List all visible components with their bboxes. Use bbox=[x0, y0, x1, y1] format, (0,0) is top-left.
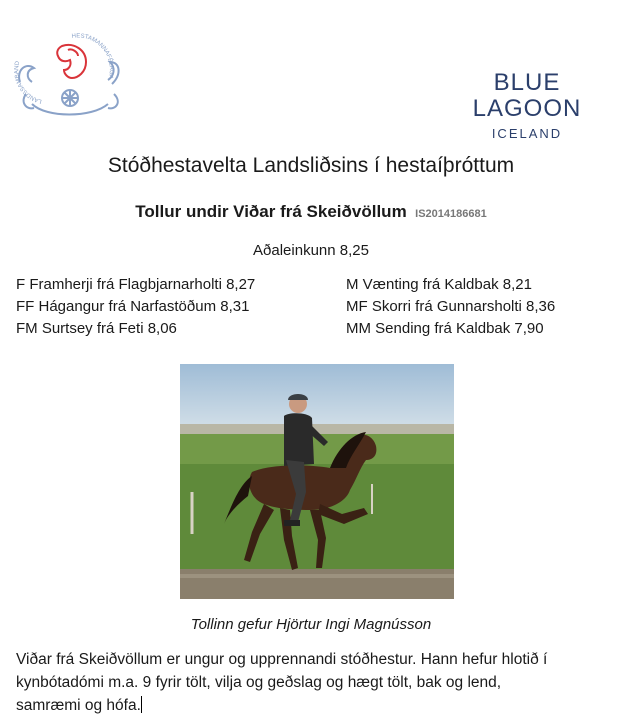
pedigree-dam-side bbox=[346, 274, 555, 340]
description-line: Viðar frá Skeiðvöllum er ungur og upprennandi stóðhestur. Hann hefur hlotið í bbox=[16, 651, 548, 668]
photo-caption: Tollinn gefur Hjörtur Ingi Magnússon bbox=[190, 616, 432, 633]
overall-score: Aðaleinkunn 8,25 bbox=[253, 242, 369, 259]
logo-ring-text-left: LANDSSAMBAND bbox=[14, 60, 43, 104]
pedigree-sire-side bbox=[16, 274, 255, 340]
brand-name: BLUE LAGOON bbox=[472, 69, 582, 122]
pedigree-line: M Vænting frá Kaldbak 8,21 bbox=[346, 276, 532, 293]
pedigree-line: FF Hágangur frá Narfastöðum 8,31 bbox=[16, 298, 250, 315]
horse-rider-photo bbox=[180, 364, 454, 599]
horse-heading bbox=[0, 202, 622, 222]
pedigree-line: F Framherji frá Flagbjarnarholti 8,27 bbox=[16, 276, 256, 293]
description-line: samræmi og hófa. bbox=[16, 697, 141, 714]
blue-lagoon-logo bbox=[436, 70, 618, 141]
horse-registration-id: IS2014186681 bbox=[415, 208, 487, 220]
association-logo bbox=[12, 22, 130, 122]
description-paragraph bbox=[16, 648, 612, 717]
logo-ring-text-right: HESTAMANNAFÉLAGA bbox=[71, 33, 114, 80]
pedigree-line: MF Skorri frá Gunnarsholti 8,36 bbox=[346, 298, 556, 315]
text-cursor bbox=[141, 696, 142, 713]
page-title: Stóðhestavelta Landsliðsins í hestaíþróttum bbox=[107, 154, 515, 177]
wheel-emblem-icon bbox=[62, 90, 78, 106]
svg-text:HESTAMANNAFÉLAGA bbox=[71, 33, 114, 79]
horse-head-icon bbox=[57, 45, 86, 78]
description-last-line bbox=[16, 694, 612, 717]
horse-name: Tollur undir Viðar frá Skeiðvöllum bbox=[135, 202, 407, 221]
pedigree-line: FM Surtsey frá Feti 8,06 bbox=[16, 320, 177, 337]
description-line: kynbótadómi m.a. 9 fyrir tölt, vilja og geðslag og hægt tölt, bak og lend, bbox=[16, 674, 502, 691]
brand-subtitle: ICELAND bbox=[491, 126, 563, 141]
pedigree-line: MM Sending frá Kaldbak 7,90 bbox=[346, 320, 544, 337]
